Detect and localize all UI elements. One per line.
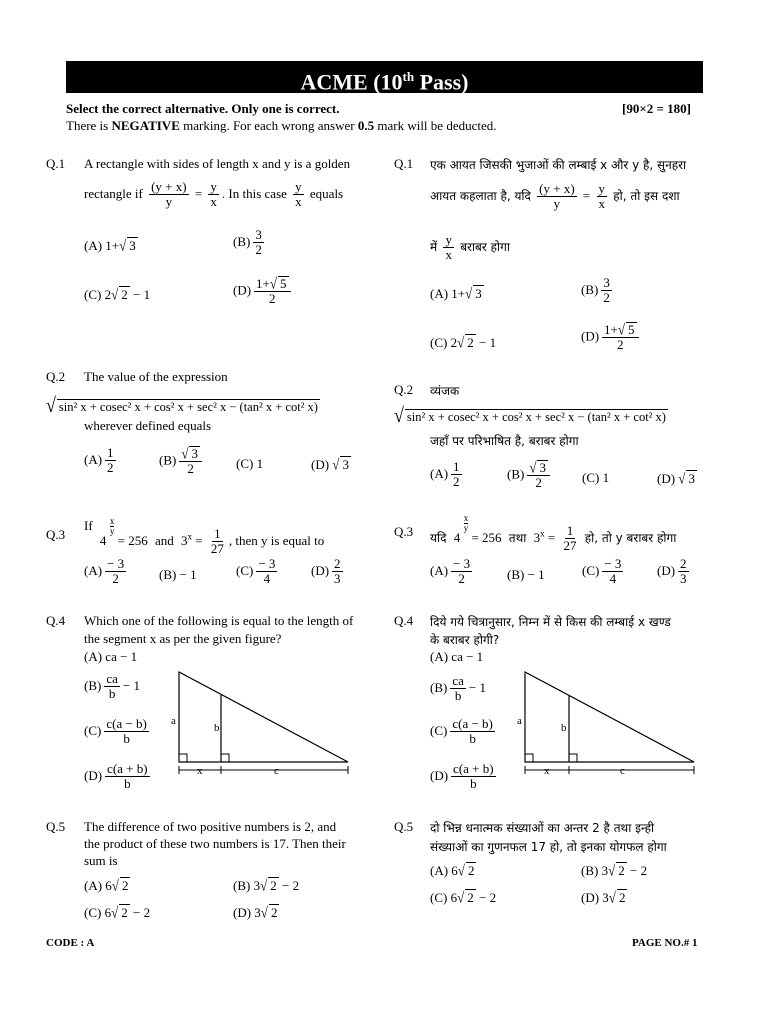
option-c[interactable]: (C) 6√ 2 − 2 [84, 903, 151, 922]
expression: √ sin² x + cosec² x + cos² x + sec² x − (tan² x + cot² x) [394, 403, 666, 427]
question-text-hindi: के बराबर होगी? [430, 633, 500, 647]
option-c[interactable]: (C) 1 [236, 456, 264, 471]
option-a[interactable]: (A) ca − 1 [430, 649, 484, 664]
option-c[interactable]: (C) $\frac{c(a - b)}{b}$ [430, 716, 493, 747]
negative-marking-note: There is NEGATIVE marking. For each wrong answer 0.5 mark will be deducted. [66, 118, 497, 133]
page-number: PAGE NO.# 1 [632, 937, 698, 949]
question-number: Q.3 [394, 524, 414, 539]
option-b[interactable]: (B) $\frac{√ 3}{2}$ [159, 446, 205, 477]
question-number: Q.2 [394, 382, 414, 397]
option-d[interactable]: (D) 3√ 2 [233, 903, 278, 922]
label-x: x [544, 765, 550, 777]
option-d[interactable]: (D) √ 3 [311, 455, 349, 474]
option-a[interactable]: (A) $\frac{1}{2}$ [430, 459, 460, 490]
question-number: Q.2 [46, 369, 66, 384]
option-a[interactable]: (A) $\frac{- 3}{2}$ [430, 556, 471, 587]
question-text: If 4 x y = 256 and $3^x$ = $\frac{1}{27}$ , then y is equal to [84, 515, 325, 557]
question-text: the product of these two numbers is 17. Then their [84, 836, 346, 851]
question-text-hindi: यदि 4 x y = 256 तथा $3^x$ = $\frac{1}{27}$ हो, तो y बराबर होगा [430, 512, 677, 554]
page-title: ACME (10th Pass) [66, 61, 703, 93]
question-text: the segment x as per the given figure? [84, 631, 282, 646]
option-c[interactable]: (C) 6√ 2 − 2 [430, 888, 497, 907]
option-b[interactable]: (B) $\frac{3}{2}$ [233, 227, 262, 258]
option-c[interactable]: (C) $\frac{c(a - b)}{b}$ [84, 716, 147, 747]
option-d[interactable]: (D) $\frac{2}{3}$ [311, 556, 341, 587]
option-a[interactable]: (A) 6√ 2 [430, 861, 475, 880]
question-text: The value of the expression [84, 369, 228, 384]
option-a[interactable]: (A) $\frac{- 3}{2}$ [84, 556, 125, 587]
option-b[interactable]: (B) $\frac{√ 3}{2}$ [507, 460, 553, 491]
question-text-hindi: आयत कहलाता है, यदि $\frac{(y + x)}{y}$ = $\frac{y}{x}$ हो, तो इस दशा [430, 181, 680, 212]
option-a[interactable]: (A) 1+√ 3 [430, 284, 482, 303]
question-text-hindi: दो भिन्न धनात्मक संख्याओं का अन्तर 2 है तथा इन्ही [430, 821, 655, 835]
label-b: b [214, 722, 220, 734]
question-text-hindi: जहाँ पर परिभाषित है, बराबर होगा [430, 434, 579, 448]
option-d[interactable]: (D) √ 3 [657, 469, 695, 488]
option-d[interactable]: (D) $\frac{2}{3}$ [657, 556, 687, 587]
option-b[interactable]: (B) − 1 [507, 567, 545, 582]
option-a[interactable]: (A) 6√ 2 [84, 876, 129, 895]
question-number: Q.4 [46, 613, 66, 628]
option-c[interactable]: (C) $\frac{- 3}{4}$ [582, 556, 622, 587]
option-c[interactable]: (C) $\frac{- 3}{4}$ [236, 556, 276, 587]
label-a: a [171, 715, 176, 727]
question-number: Q.1 [394, 156, 414, 171]
question-text: The difference of two positive numbers is 2, and [84, 819, 337, 834]
triangle-figure [514, 668, 698, 780]
question-text-hindi: दिये गये चित्रानुसार, निम्न में से किस की लम्बाई x खण्ड [430, 615, 671, 629]
triangle-figure [168, 668, 352, 780]
label-c: c [274, 765, 279, 777]
option-b[interactable]: (B) − 1 [159, 567, 197, 582]
option-d[interactable]: (D) $\frac{1+√ 5}{2}$ [233, 276, 294, 307]
question-text-hindi: में $\frac{y}{x}$ बराबर होगा [430, 232, 510, 263]
question-text-hindi: संख्याओं का गुणनफल 17 हो, तो इनका योगफल होगा [430, 840, 667, 854]
option-b[interactable]: (B) 3√ 2 − 2 [233, 876, 300, 895]
paper-code: CODE : A [46, 937, 95, 949]
question-text-hindi: व्यंजक [430, 384, 460, 398]
option-c[interactable]: (C) 1 [582, 470, 610, 485]
total-marks: [90×2 = 180] [622, 101, 691, 116]
option-c[interactable]: (C) 2√ 2 − 1 [430, 333, 497, 352]
option-d[interactable]: (D) $\frac{1+√ 5}{2}$ [581, 322, 642, 353]
question-number: Q.3 [46, 527, 66, 542]
option-b[interactable]: (B) $\frac{3}{2}$ [581, 275, 610, 306]
label-c: c [620, 765, 625, 777]
option-b[interactable]: (B) 3√ 2 − 2 [581, 861, 648, 880]
option-c[interactable]: (C) 2√ 2 − 1 [84, 285, 151, 304]
option-a[interactable]: (A) $\frac{1}{2}$ [84, 445, 114, 476]
question-number: Q.5 [394, 819, 414, 834]
question-text: wherever defined equals [84, 418, 212, 433]
option-d[interactable]: (D) 3√ 2 [581, 888, 626, 907]
option-d[interactable]: (D) $\frac{c(a + b)}{b}$ [84, 761, 148, 792]
question-number: Q.4 [394, 613, 414, 628]
option-a[interactable]: (A) ca − 1 [84, 649, 138, 664]
question-text: A rectangle with sides of length x and y is a golden [84, 156, 351, 171]
question-number: Q.5 [46, 819, 66, 834]
option-a[interactable]: (A) 1+√ 3 [84, 236, 136, 255]
question-text-hindi: एक आयत जिसकी भुजाओं की लम्बाई x और y है, सुनहरा [430, 158, 687, 172]
question-number: Q.1 [46, 156, 66, 171]
label-x: x [197, 765, 203, 777]
option-b[interactable]: (B) $\frac{ca}{b}$ − 1 [430, 673, 486, 704]
question-text: sum is [84, 853, 118, 868]
label-b: b [561, 722, 567, 734]
instruction-line: Select the correct alternative. Only one is correct. [66, 101, 340, 116]
question-text: rectangle if $\frac{(y + x)}{y}$ = $\frac{y}{x}$ . In this case $\frac{y}{x}$ equals [84, 179, 344, 210]
expression: √ sin² x + cosec² x + cos² x + sec² x − (tan² x + cot² x) [46, 393, 318, 417]
label-a: a [517, 715, 522, 727]
option-b[interactable]: (B) $\frac{ca}{b}$ − 1 [84, 671, 140, 702]
question-text: Which one of the following is equal to the length of [84, 613, 354, 628]
option-d[interactable]: (D) $\frac{c(a + b)}{b}$ [430, 761, 494, 792]
